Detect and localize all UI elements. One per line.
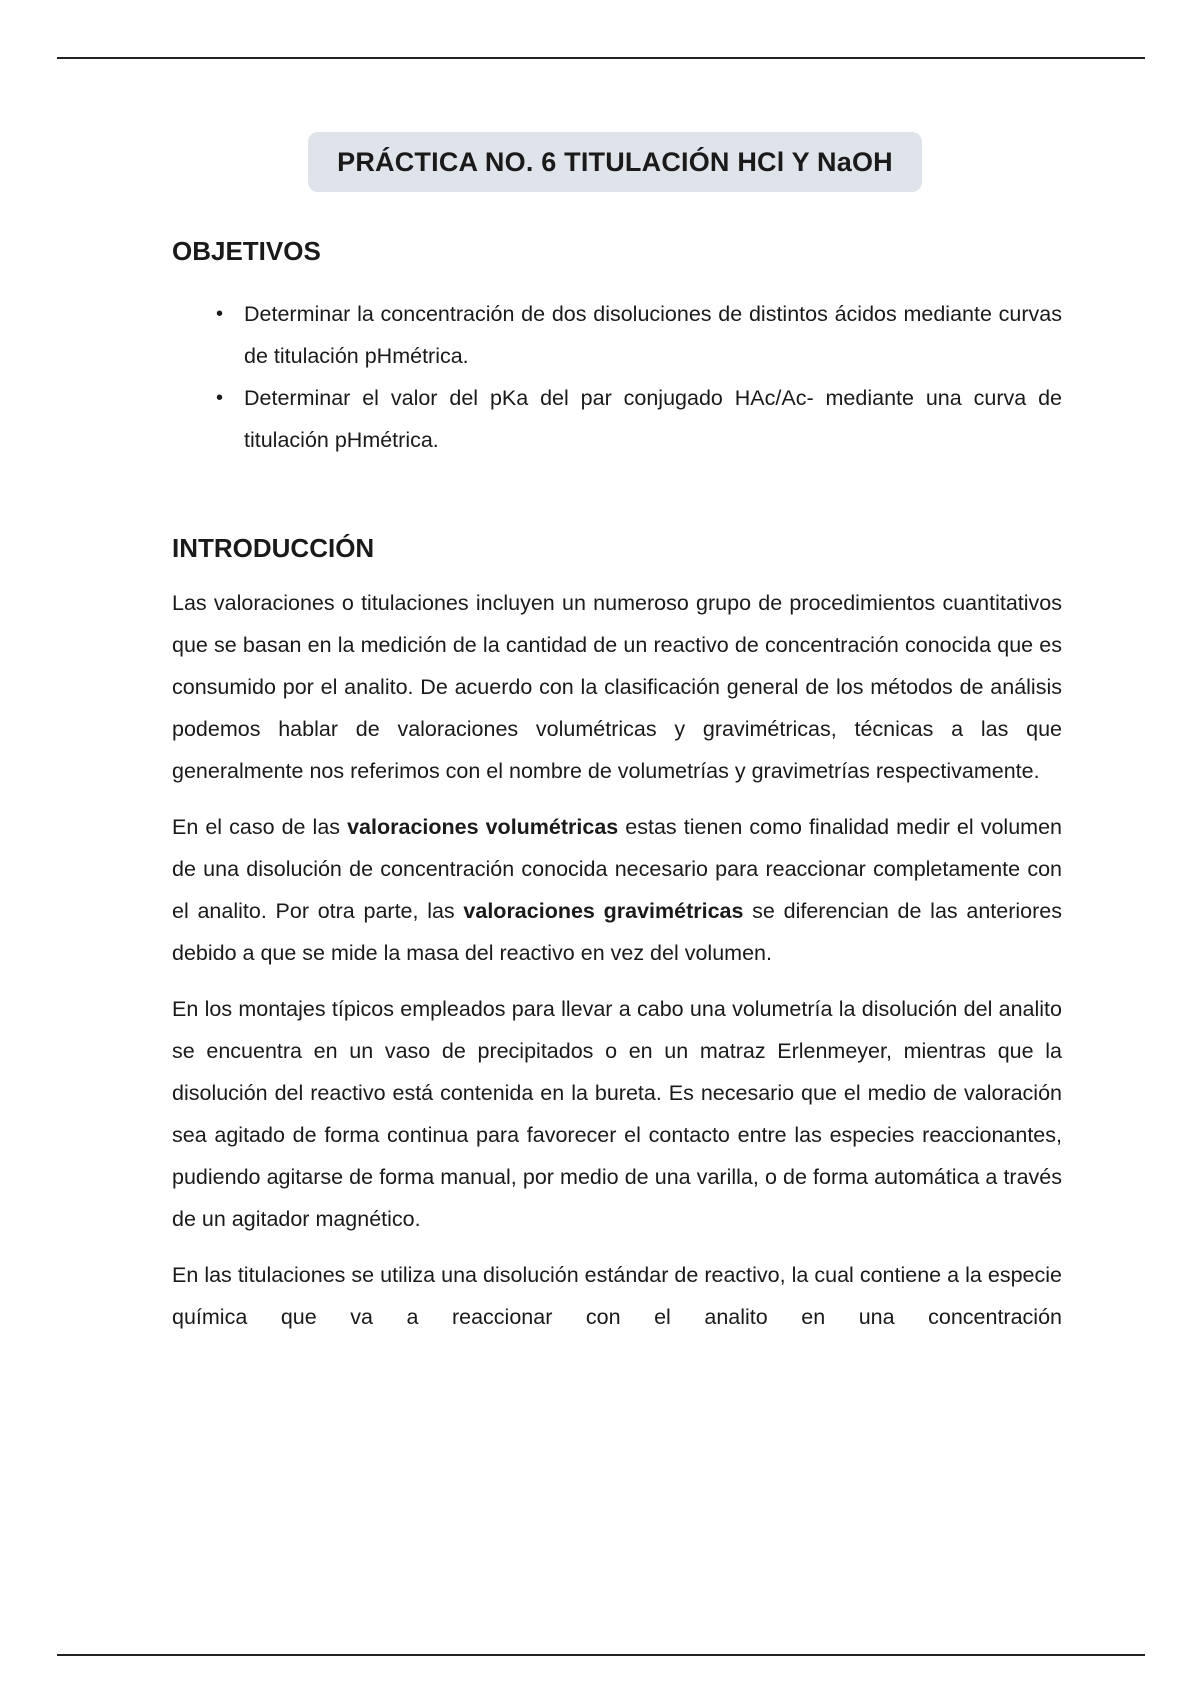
intro-paragraph-3: En los montajes típicos empleados para llevar a cabo una volumetría la disolución del analito se encuentra en un vaso de precipitados o en un matraz Erlenmeyer, mientras que la disolución del reactivo está contenida en la bureta. Es necesario que el medio de valoración sea agitado de forma continua para favorecer el contacto entre las especies reaccionantes, pudiendo agitarse de forma manual, por medio de una varilla, o de forma automática a través de un agitador magnético.: [172, 997, 1062, 1231]
intro-paragraph-2: [172, 806, 1062, 974]
page-title: PRÁCTICA NO. 6 TITULACIÓN HCl Y NaOH: [337, 146, 893, 177]
paragraph-text: estas tienen como finalidad medir el volumen de una disolución de concentración conocida necesario para reaccionar completamente con el analito. Por otra parte, las: [172, 815, 1062, 923]
paragraph-text: se diferencian de las anteriores debido a que se mide la masa del reactivo en vez del volumen.: [172, 899, 1063, 965]
bottom-rule: [57, 1654, 1145, 1656]
title-box: [308, 132, 922, 192]
bold-term: valoraciones gravimétricas: [463, 899, 744, 923]
objective-text: Determinar el valor del pKa del par conjugado HAc/Ac- mediante una curva de titulación pHmétrica.: [244, 386, 1062, 452]
objectives-list: [172, 293, 1062, 461]
intro-paragraph-4: En las titulaciones se utiliza una disolución estándar de reactivo, la cual contiene a la especie química que va a reaccionar con el analito en una concentración: [172, 1263, 1062, 1329]
intro-paragraph-1: Las valoraciones o titulaciones incluyen un numeroso grupo de procedimientos cuantitativos que se basan en la medición de la cantidad de un reactivo de concentración conocida que es consumido por el analito. De acuerdo con la clasificación general de los métodos de análisis podemos hablar de valoraciones volumétricas y gravimétricas, técnicas a las que generalmente nos referimos con el nombre de volumetrías y gravimetrías respectivamente.: [172, 591, 1062, 783]
bold-term: valoraciones volumétricas: [347, 815, 619, 839]
objectives-heading: OBJETIVOS: [172, 236, 321, 266]
objective-text: Determinar la concentración de dos disoluciones de distintos ácidos mediante curvas de titulación pHmétrica.: [244, 302, 1062, 368]
top-rule: [57, 57, 1145, 59]
document-body: [172, 236, 1062, 1352]
bullet-icon: •: [216, 303, 224, 325]
introduction-heading: INTRODUCCIÓN: [172, 533, 375, 563]
objective-item: [172, 293, 1062, 377]
paragraph-text: En el caso de las: [172, 815, 348, 839]
objective-item: [172, 377, 1062, 461]
bullet-icon: •: [216, 387, 224, 409]
